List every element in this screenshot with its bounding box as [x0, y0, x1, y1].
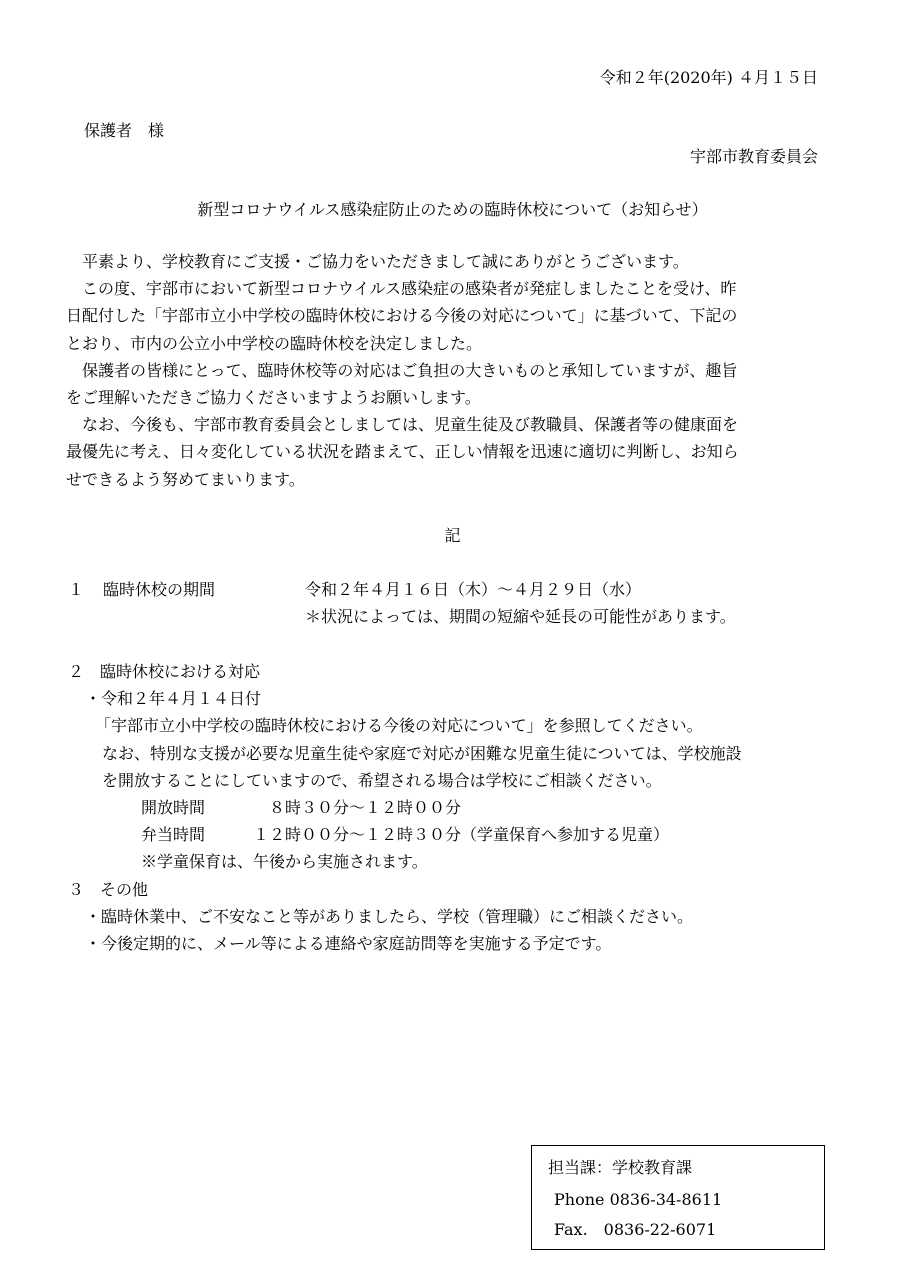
ki-heading: 記 [444, 526, 461, 545]
section2-note: を開放することにしていますので、希望される場合は学校にご相談ください。 [102, 770, 662, 790]
body-line: 最優先に考え、日々変化している状況を踏まえて、正しい情報を迅速に適切に判断し、お知ら [66, 442, 739, 462]
body-line: この度、宇部市において新型コロナウイルス感染症の感染者が発症しましたことを受け、昨 [66, 279, 737, 299]
section2-bullet: ・令和２年４月１４日付 [85, 689, 262, 709]
section3-heading: ３ その他 [68, 879, 149, 899]
contact-box [531, 1145, 825, 1250]
sender: 宇部市教育委員会 [689, 147, 818, 166]
body-line: をご理解いただきご協力くださいますようお願いします。 [66, 387, 481, 407]
section2 [66, 658, 742, 957]
document-date: 令和２年(2020年) ４月１５日 [599, 68, 818, 87]
body-line: なお、今後も、宇部市教育委員会としましては、児童生徒及び教職員、保護者等の健康面を [66, 415, 739, 435]
section3-item: ・臨時休業中、ご不安なこと等がありましたら、学校（管理職）にご相談ください。 [85, 906, 694, 926]
open-hours-value: ８時３０分～１２時００分 [269, 797, 462, 817]
contact-department: 担当課：学校教育課 [548, 1158, 693, 1177]
recipient: 保護者 様 [84, 121, 165, 140]
body-line: 保護者の皆様にとって、臨時休校等の対応はご負担の大きいものと承知していますが、趣旨 [66, 360, 738, 380]
section2-note: なお、特別な支援が必要な児童生徒や家庭で対応が困難な児童生徒については、学校施設 [102, 743, 742, 763]
contact-fax: Fax. 0836-22-6071 [554, 1220, 717, 1239]
section1-number: １ [68, 580, 85, 599]
open-hours-label: 開放時間 [141, 797, 206, 817]
gakudo-note: ※学童保育は、午後から実施されます。 [141, 852, 428, 872]
body-line: とおり、市内の公立小中学校の臨時休校を決定しました。 [66, 333, 483, 353]
open-hours-row [141, 794, 781, 821]
body-line: 平素より、学校教育にご支援・ご協力をいただきまして誠にありがとうございます。 [66, 252, 689, 271]
body-text [66, 248, 841, 493]
body-line: せできるよう努めてまいります。 [66, 469, 305, 489]
section3-item: ・今後定期的に、メール等による連絡や家庭訪問等を実施する予定です。 [85, 933, 612, 953]
body-line: 日配付した「宇部市立小中学校の臨時休校における今後の対応について」に基づいて、下記の [66, 306, 738, 326]
lunch-hours-row [141, 821, 781, 848]
section1-title: 臨時休校の期間 [103, 580, 216, 599]
closure-period-note: ＊状況によっては、期間の短縮や延長の可能性があります。 [305, 607, 736, 626]
lunch-hours-value: １２時００分～１２時３０分（学童保育へ参加する児童） [253, 825, 670, 845]
section2-reference: 「宇部市立小中学校の臨時休校における今後の対応について」を参照してください。 [95, 716, 703, 736]
closure-period: 令和２年４月１６日（木）～４月２９日（水） [305, 580, 642, 599]
contact-phone: Phone 0836-34-8611 [554, 1190, 723, 1209]
lunch-hours-label: 弁当時間 [141, 825, 206, 845]
document-title: 新型コロナウイルス感染症防止のための臨時休校について（お知らせ） [197, 200, 708, 219]
section2-heading: ２ 臨時休校における対応 [68, 662, 261, 681]
